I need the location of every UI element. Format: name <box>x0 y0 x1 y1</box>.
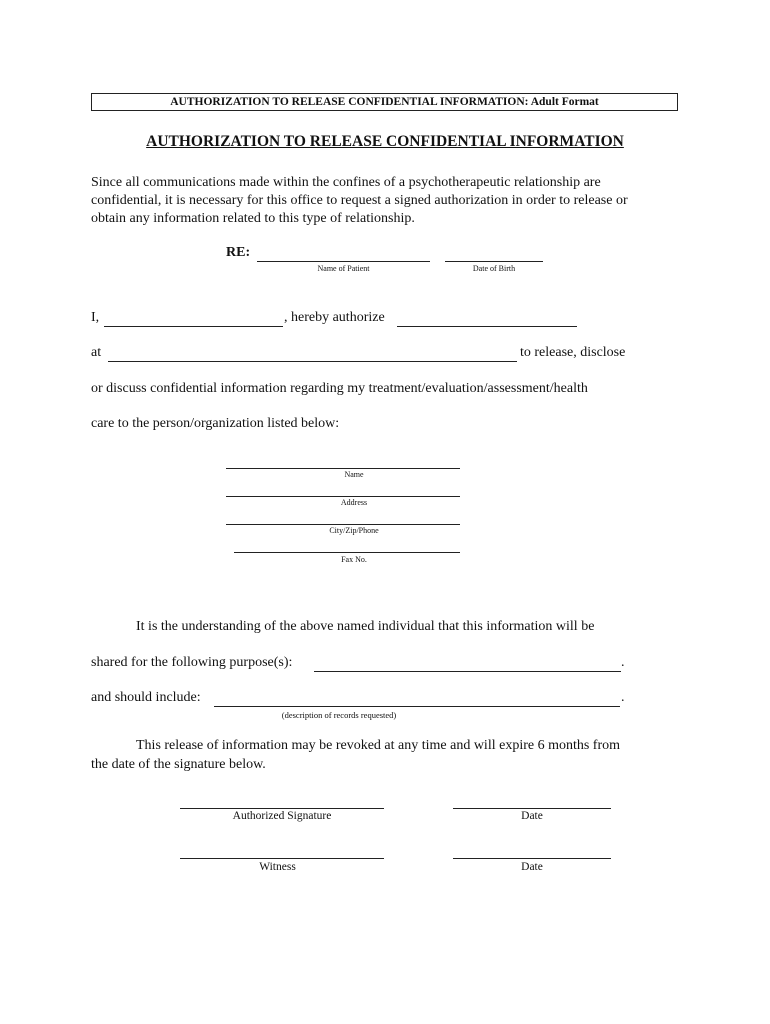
at-label: at <box>91 345 102 360</box>
document-title: AUTHORIZATION TO RELEASE CONFIDENTIAL INFORMATION <box>146 133 624 150</box>
authorized-signature-caption: Authorized Signature <box>232 810 332 822</box>
recipient-name-field[interactable] <box>226 468 460 469</box>
include-label: and should include: <box>91 690 201 705</box>
to-release-text: to release, disclose <box>520 345 626 360</box>
understanding-line-1: It is the understanding of the above named individual that this information will be <box>136 619 595 634</box>
recipient-address-caption: Address <box>340 498 368 507</box>
hereby-authorize-text: , hereby authorize <box>284 310 385 325</box>
date-of-birth-caption: Date of Birth <box>472 264 516 273</box>
intro-line-1: Since all communications made within the confines of a psychotherapeutic relationship are <box>91 175 601 190</box>
intro-line-2: confidential, it is necessary for this office to request a signed authorization in order to release or <box>91 193 628 208</box>
records-requested-field[interactable] <box>214 706 620 707</box>
authorize-line-3: or discuss confidential information regarding my treatment/evaluation/assessment/health <box>91 381 588 396</box>
patient-name-caption: Name of Patient <box>317 264 370 273</box>
witness-signature-field[interactable] <box>180 858 384 859</box>
signature-date-field[interactable] <box>453 808 611 809</box>
recipient-address-field[interactable] <box>226 496 460 497</box>
purpose-period: . <box>621 655 625 670</box>
authorize-line-4: care to the person/organization listed below: <box>91 416 340 431</box>
intro-line-3: obtain any information related to this type of relationship. <box>91 211 415 226</box>
signature-date-caption: Date <box>521 810 543 822</box>
authorized-signature-field[interactable] <box>180 808 384 809</box>
revoke-line-1: This release of information may be revoked at any time and will expire 6 months from <box>136 738 621 753</box>
recipient-city-zip-phone-field[interactable] <box>226 524 460 525</box>
witness-date-field[interactable] <box>453 858 611 859</box>
i-label: I, <box>91 310 100 325</box>
provider-location-field[interactable] <box>108 361 517 362</box>
recipient-fax-field[interactable] <box>234 552 460 553</box>
purpose-label: shared for the following purpose(s): <box>91 655 293 670</box>
patient-name-field[interactable] <box>257 261 430 262</box>
recipient-city-zip-phone-caption: City/Zip/Phone <box>329 526 379 535</box>
recipient-name-caption: Name <box>344 470 364 479</box>
revoke-line-2: the date of the signature below. <box>91 757 266 772</box>
form-type-header: AUTHORIZATION TO RELEASE CONFIDENTIAL INFORMATION: Adult Format <box>91 93 678 111</box>
include-period: . <box>621 690 625 705</box>
authorized-provider-field[interactable] <box>397 326 577 327</box>
records-requested-caption: (description of records requested) <box>281 710 397 720</box>
witness-caption: Witness <box>259 861 296 873</box>
date-of-birth-field[interactable] <box>445 261 543 262</box>
witness-date-caption: Date <box>521 861 543 873</box>
recipient-fax-caption: Fax No. <box>341 555 367 564</box>
re-label: RE: <box>226 245 251 260</box>
purpose-field[interactable] <box>314 671 621 672</box>
client-name-field[interactable] <box>104 326 283 327</box>
